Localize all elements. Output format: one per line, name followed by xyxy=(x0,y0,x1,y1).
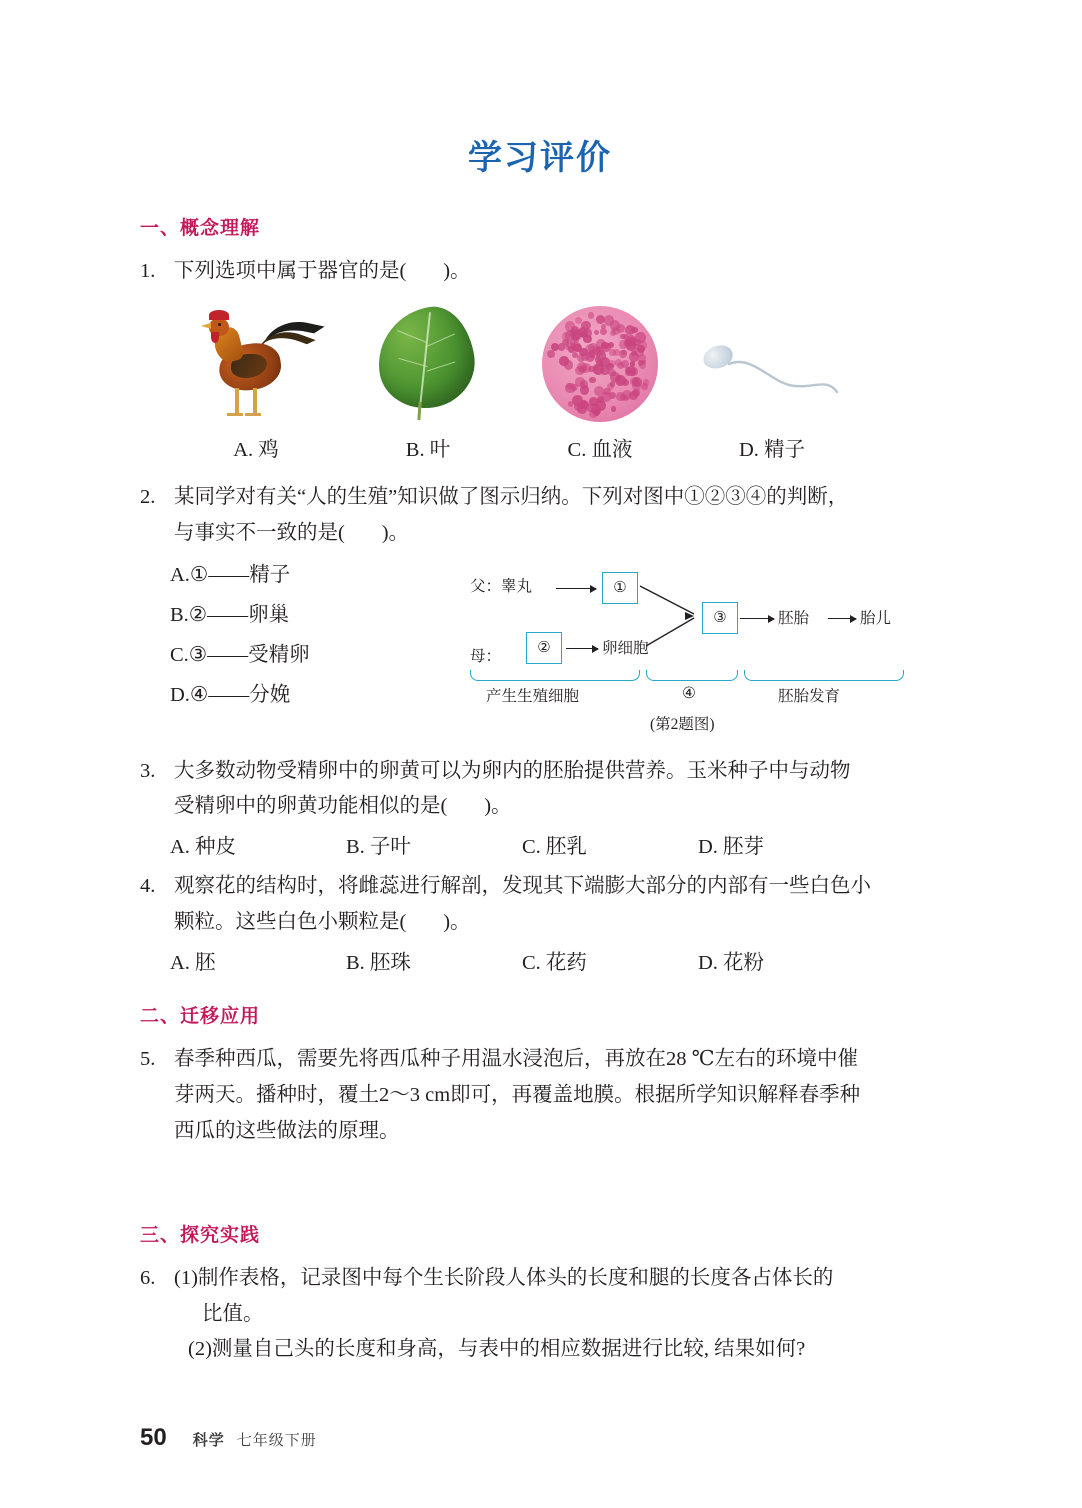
question-4-number: 4. xyxy=(140,875,156,898)
blood-cell xyxy=(562,339,569,346)
blood-cell xyxy=(610,381,615,386)
question-1-image-cell-b xyxy=(342,302,514,422)
blood-cell xyxy=(594,330,599,335)
blood-cell xyxy=(623,395,629,401)
blood-cell xyxy=(589,377,596,384)
question-4-option-c[interactable]: C. 花药 xyxy=(522,952,587,974)
diagram-caption: (第2题图) xyxy=(650,715,715,733)
diagram-mother-label: 母： xyxy=(470,647,502,665)
leaf-photo xyxy=(374,306,482,422)
question-3-number: 3. xyxy=(140,759,156,782)
question-6-line-2: 比值。 xyxy=(202,1302,264,1325)
sperm-illustration xyxy=(697,332,847,422)
question-5-line-1: 春季种西瓜，需要先将西瓜种子用温水浸泡后，再放在28 ℃左右的环境中催 xyxy=(174,1048,859,1070)
question-5-number: 5. xyxy=(140,1048,156,1070)
blood-cell xyxy=(580,331,587,338)
diagram-brace-2-label: ④ xyxy=(682,684,696,702)
blood-cell xyxy=(588,312,595,319)
question-1-number: 1. xyxy=(140,260,156,282)
diagram-arrow-embryo xyxy=(740,618,774,619)
question-2-option-b[interactable]: B.②——卵巢 xyxy=(170,603,290,626)
question-3-option-c[interactable]: C. 胚乳 xyxy=(522,836,587,859)
question-2-stem-a: 与事实不一致的是( xyxy=(174,521,345,544)
blood-cell xyxy=(643,379,650,386)
question-3-line-2 xyxy=(174,789,940,825)
question-2-number: 2. xyxy=(140,485,156,508)
question-1-text xyxy=(174,254,940,290)
blood-cell xyxy=(581,321,590,330)
question-1-option-b[interactable]: B. 叶 xyxy=(405,438,451,461)
question-2-option-a[interactable]: A.①——精子 xyxy=(170,563,291,586)
question-4-line-2 xyxy=(174,905,940,941)
diagram-brace-3 xyxy=(744,670,904,681)
question-3-stem-b: )。 xyxy=(484,795,512,818)
question-6-line-3: (2)测量自己头的长度和身高，与表中的相应数据进行比较, 结果如何? xyxy=(188,1338,806,1361)
question-3-stem-a: 受精卵中的卵黄功能相似的是( xyxy=(174,795,448,818)
blood-cell xyxy=(547,350,555,358)
question-3 xyxy=(140,754,940,826)
question-1-image-row xyxy=(140,302,940,422)
question-1-option-c[interactable]: C. 血液 xyxy=(567,438,633,461)
blood-cell xyxy=(609,392,616,399)
diagram-brace-3-label: 胚胎发育 xyxy=(778,687,841,705)
question-3-option-b[interactable]: B. 子叶 xyxy=(346,836,411,859)
question-3-option-a[interactable]: A. 种皮 xyxy=(170,836,237,859)
diagram-box-3: ③ xyxy=(702,602,738,634)
footer-subject: 科学 xyxy=(192,1432,225,1449)
blood-cell xyxy=(634,339,641,346)
question-2-line-1: 某同学对有关“人的生殖”知识做了图示归纳。下列对图中①②③④的判断， xyxy=(174,485,849,508)
blood-cell xyxy=(610,372,620,382)
question-1-image-cell-c xyxy=(514,302,686,422)
blood-cell xyxy=(559,356,569,366)
diagram-arrow-mother xyxy=(566,648,598,649)
blood-cell xyxy=(610,320,621,331)
page-content xyxy=(140,130,940,1372)
diagram-embryo-label: 胚胎 xyxy=(778,609,810,627)
blood-cell xyxy=(571,384,578,391)
diagram-father-label: 父：睾丸 xyxy=(470,577,533,595)
blood-cell xyxy=(591,404,602,415)
section-heading-2: 二、迁移应用 xyxy=(140,1006,261,1027)
question-5 xyxy=(140,1042,940,1150)
question-4-line-1: 观察花的结构时，将雌蕊进行解剖，发现其下端膨大部分的内部有一些白色小 xyxy=(174,875,871,898)
diagram-box-2: ② xyxy=(526,632,562,664)
question-1-option-d[interactable]: D. 精子 xyxy=(738,438,806,461)
diagram-brace-1 xyxy=(470,670,640,681)
blood-cell xyxy=(611,406,616,411)
question-6-line-1: (1)制作表格，记录图中每个生长阶段人体头的长度和腿的长度各占体长的 xyxy=(174,1266,834,1289)
question-2 xyxy=(140,480,940,552)
footer-book: 七年级下册 xyxy=(236,1432,317,1449)
question-2-line-2 xyxy=(174,516,940,552)
blood-cell xyxy=(629,352,639,362)
blood-cell xyxy=(579,348,588,357)
blood-cell xyxy=(577,404,587,414)
diagram-egg-label: 卵细胞 xyxy=(602,639,649,657)
diagram-brace-2 xyxy=(646,670,738,681)
page-number: 50 xyxy=(140,1424,167,1451)
blood-cell xyxy=(631,327,637,333)
blood-cell xyxy=(639,362,646,369)
diagram-arrow-father xyxy=(556,588,596,589)
question-1-stem-b: )。 xyxy=(443,260,471,282)
diagram-fetus-label: 胎儿 xyxy=(860,609,892,627)
blood-cell xyxy=(568,401,573,406)
question-4-option-a[interactable]: A. 胚 xyxy=(170,952,216,974)
question-4-option-d[interactable]: D. 花粉 xyxy=(698,952,765,974)
question-4-stem-a: 颗粒。这些白色小颗粒是( xyxy=(174,911,407,934)
diagram-box-1: ① xyxy=(602,572,638,604)
question-1-options xyxy=(140,432,940,462)
blood-cell xyxy=(601,342,608,349)
blood-cell xyxy=(608,342,614,348)
page-title: 学习评价 xyxy=(468,139,612,177)
diagram-arrow-fetus xyxy=(828,618,856,619)
sperm-tail-icon xyxy=(727,358,839,402)
section-heading-1: 一、概念理解 xyxy=(140,218,261,239)
question-3-line-1: 大多数动物受精卵中的卵黄可以为卵内的胚胎提供营养。玉米种子中与动物 xyxy=(174,759,851,782)
diagram-brace-1-label: 产生生殖细胞 xyxy=(486,687,580,705)
blood-micrograph xyxy=(542,306,658,422)
question-4-options xyxy=(140,945,940,975)
question-1-image-cell-a xyxy=(170,302,342,422)
question-6 xyxy=(140,1261,940,1369)
section-heading-3: 三、探究实践 xyxy=(140,1224,261,1246)
blood-cell xyxy=(632,389,640,397)
question-5-line-3: 西瓜的这些做法的原理。 xyxy=(174,1119,400,1142)
question-5-line-2: 芽两天。播种时，覆土2～3 cm即可，再覆盖地膜。根据所学知识解释春季种 xyxy=(174,1083,861,1106)
page-footer xyxy=(140,1424,317,1452)
question-2-option-c[interactable]: C.③——受精卵 xyxy=(170,643,310,666)
rooster-photo xyxy=(201,310,311,422)
blood-cell xyxy=(600,328,607,335)
blood-cell xyxy=(620,334,626,340)
question-4-stem-b: )。 xyxy=(443,911,471,934)
blood-cell xyxy=(626,366,635,375)
question-2-option-d[interactable]: D.④——分娩 xyxy=(170,683,291,706)
question-3-option-d[interactable]: D. 胚芽 xyxy=(698,836,765,859)
question-4-option-b[interactable]: B. 胚珠 xyxy=(346,952,411,974)
question-1-stem-a: 下列选项中属于器官的是( xyxy=(174,260,407,282)
question-1 xyxy=(140,254,940,290)
question-1-image-cell-d xyxy=(686,302,858,422)
question-1-option-a[interactable]: A. 鸡 xyxy=(233,438,279,461)
question-3-options xyxy=(140,829,940,859)
question-2-stem-b: )。 xyxy=(381,521,410,544)
blood-cell xyxy=(580,385,589,394)
question-4 xyxy=(140,869,940,941)
question-6-number: 6. xyxy=(140,1266,156,1289)
question-2-diagram xyxy=(470,566,930,746)
